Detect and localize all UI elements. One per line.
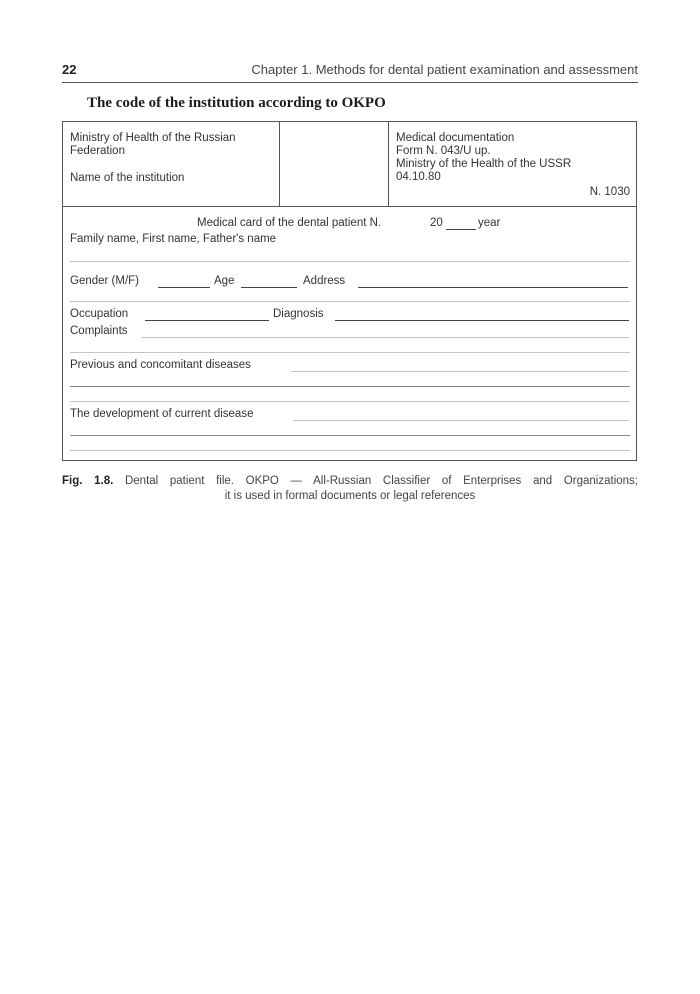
complaints-blank[interactable] <box>141 337 629 338</box>
year-prefix: 20 <box>430 217 443 229</box>
current-disease-label: The development of current disease <box>70 408 254 420</box>
gender-blank[interactable] <box>158 287 210 288</box>
institution-cell <box>63 122 280 206</box>
previous-diseases-line-3[interactable] <box>70 401 630 402</box>
diagnosis-label: Diagnosis <box>273 308 324 320</box>
federation-line: Federation <box>70 145 125 157</box>
form-title: The code of the institution according to OKPO <box>87 95 386 111</box>
caption-text-1: Dental patient file. OKPO — All-Russian Classifier of Enterprises and Organizations; <box>124 475 638 487</box>
year-blank[interactable] <box>446 229 476 230</box>
dental-patient-card <box>62 121 637 461</box>
gender-label: Gender (M/F) <box>70 275 140 287</box>
previous-diseases-line-2[interactable] <box>70 386 630 387</box>
previous-diseases-label: Previous and concomitant diseases <box>70 359 251 371</box>
address-line-2[interactable] <box>70 301 630 302</box>
page-number: 22 <box>62 62 77 77</box>
ministry-line: Ministry of Health of the Russian <box>70 132 236 144</box>
full-name-label: Family name, First name, Father's name <box>70 233 277 245</box>
age-label: Age <box>214 275 235 287</box>
card-divider <box>63 206 636 207</box>
occupation-label: Occupation <box>70 308 129 320</box>
current-disease-blank[interactable] <box>293 420 629 421</box>
current-disease-line-3[interactable] <box>70 450 630 451</box>
current-disease-line-2[interactable] <box>70 435 630 436</box>
card-title-label: Medical card of the dental patient N. <box>197 217 382 229</box>
year-label: year <box>478 217 501 229</box>
caption-line-1 <box>62 474 638 489</box>
figure-label: Fig. 1.8. <box>62 475 114 487</box>
figure-caption <box>62 474 638 504</box>
institution-name-label: Name of the institution <box>70 172 185 184</box>
occupation-blank[interactable] <box>145 320 269 321</box>
header-rule <box>62 82 638 83</box>
address-label: Address <box>303 275 346 287</box>
ussr-ministry-line: Ministry of the Health of the USSR <box>396 158 572 170</box>
documentation-label: Medical documentation <box>396 132 515 144</box>
doc-number: N. 1030 <box>589 186 630 198</box>
documentation-cell <box>389 122 636 206</box>
form-date: 04.10.80 <box>396 171 441 183</box>
page-header <box>62 62 638 82</box>
blank-cell <box>280 122 389 206</box>
full-name-line[interactable] <box>70 261 630 262</box>
running-title: Chapter 1. Methods for dental patient examination and assessment <box>251 62 638 77</box>
form-number: Form N. 043/U up. <box>396 145 491 157</box>
diagnosis-blank[interactable] <box>335 320 629 321</box>
caption-line-2: it is used in formal documents or legal references <box>224 490 476 502</box>
age-blank[interactable] <box>241 287 297 288</box>
complaints-label: Complaints <box>70 325 128 337</box>
previous-diseases-blank[interactable] <box>291 371 629 372</box>
complaints-line-2[interactable] <box>70 352 630 353</box>
address-blank[interactable] <box>358 287 628 288</box>
